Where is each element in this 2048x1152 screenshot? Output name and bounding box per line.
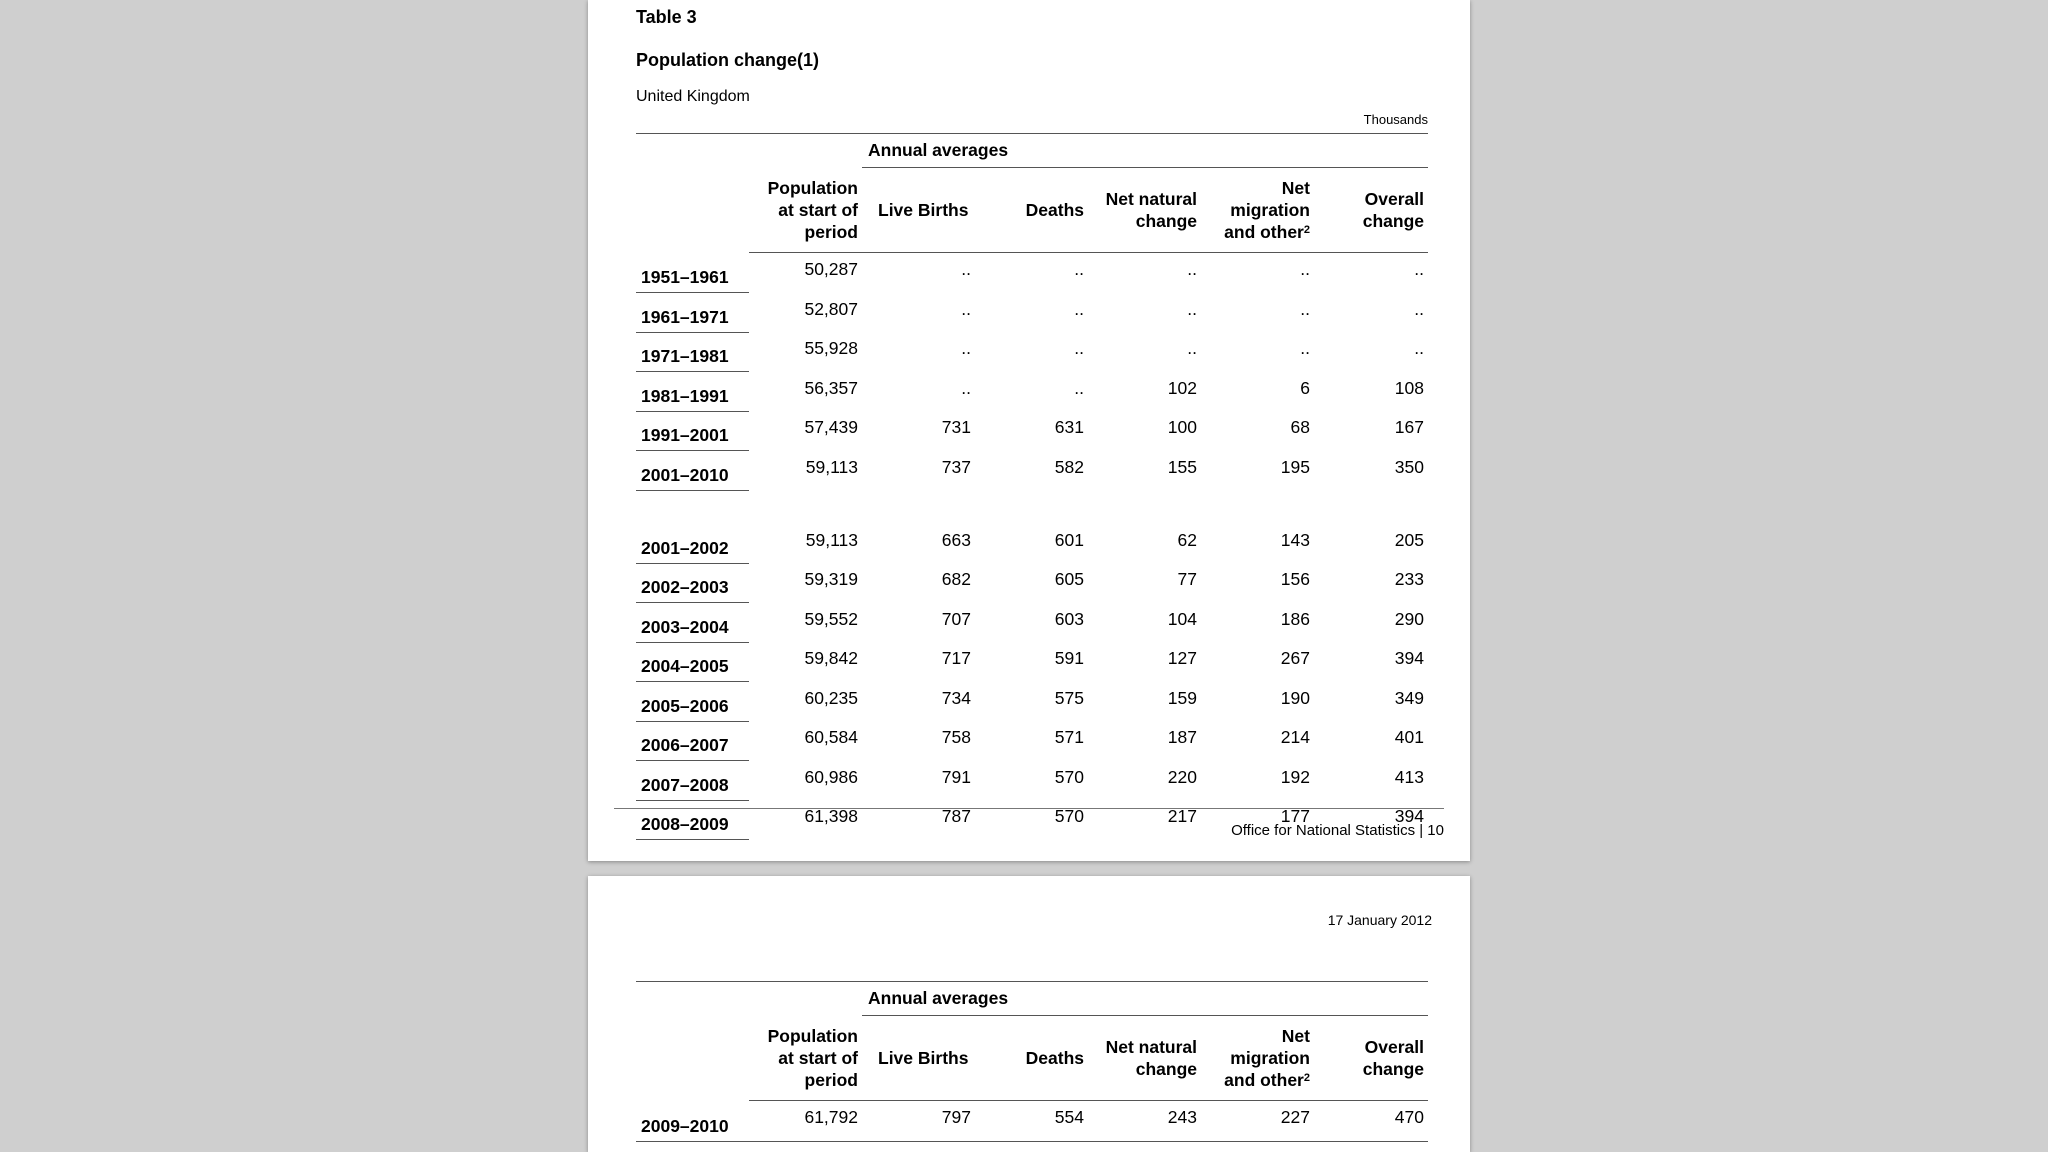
cell-deaths: 570 [1054,806,1084,826]
cell-net-natural: 187 [1167,727,1197,747]
table-row [636,642,1428,682]
cell-population: 55,928 [804,338,858,358]
table-body-decades [636,253,1428,491]
col-header-text: Population [767,1025,858,1046]
cell-period: 2006–2007 [636,721,749,761]
cell-deaths: .. [1074,298,1084,319]
table-row [636,293,1428,333]
header-blank-cell [636,134,749,168]
col-header-text: and other [1224,1070,1304,1090]
col-header-live-births: Live Births [862,168,975,253]
cell-deaths: 605 [1054,569,1084,589]
cell-overall: 290 [1394,608,1424,629]
col-header-text: migration [1230,200,1310,220]
col-header-deaths: Deaths [975,1016,1088,1101]
cell-net-natural: .. [1187,259,1197,279]
cell-live-births: 717 [941,648,971,668]
cell-population: 60,235 [804,687,858,708]
cell-live-births: 682 [941,569,971,589]
col-header-text: change [1135,1059,1197,1079]
col-header-population [749,1016,862,1101]
table-body-years [636,524,1428,840]
cell-population: 59,842 [804,648,858,668]
col-header-live-births: Live Births [862,1016,975,1101]
cell-net-migration: 190 [1280,687,1310,708]
cell-net-migration: 6 [1300,377,1310,398]
col-header-text: change [1135,211,1197,231]
header-row-columns [636,1016,1428,1101]
cell-net-natural: 100 [1167,417,1197,437]
cell-period: 2002–2003 [636,563,749,603]
cell-live-births: 797 [862,1101,975,1142]
cell-overall: 349 [1394,687,1424,708]
cell-net-migration: .. [1300,259,1310,279]
col-header-text: period [804,1069,858,1090]
cell-deaths: .. [1074,259,1084,279]
cell-population: 61,398 [804,806,858,826]
table-row [636,524,1428,564]
cell-period: 1981–1991 [636,372,749,412]
cell-overall: 108 [1394,377,1424,398]
cell-period: 1991–2001 [636,411,749,451]
cell-live-births: 758 [941,727,971,747]
cell-net-migration: .. [1300,298,1310,319]
cell-period: 1951–1961 [636,253,749,293]
cell-net-migration: 68 [1290,417,1310,437]
cell-net-natural: 77 [1177,569,1197,589]
cell-net-natural: 217 [1167,806,1197,826]
header-blank-cell [749,134,862,168]
cell-net-natural: 62 [1177,529,1197,550]
cell-net-migration: 143 [1280,529,1310,550]
cell-live-births: .. [961,259,971,279]
cell-net-migration: 156 [1280,569,1310,589]
header-blank-cell [749,982,862,1016]
table-row [636,761,1428,801]
col-header-text: at start of [778,199,858,220]
cell-live-births: 731 [941,417,971,437]
cell-net-natural: 155 [1167,456,1197,477]
table-title: Table 3 [636,7,697,27]
table-row [636,411,1428,451]
page-date: 17 January 2012 [1327,912,1432,928]
cell-live-births: .. [961,298,971,319]
col-header-text: change [1362,1059,1424,1079]
col-header-net-natural [1088,168,1201,253]
table-row [636,253,1428,293]
cell-net-natural: .. [1187,298,1197,319]
cell-live-births: .. [961,377,971,398]
cell-population: 59,319 [804,569,858,589]
cell-overall: 394 [1394,648,1424,668]
cell-population: 61,792 [749,1101,862,1142]
cell-net-migration: 195 [1280,456,1310,477]
annual-averages-header: Annual averages [862,982,1428,1016]
col-header-text: period [804,221,858,242]
cell-live-births: 787 [941,806,971,826]
cell-overall: 233 [1394,569,1424,589]
cell-net-natural: 127 [1167,648,1197,668]
header-row-annual [636,134,1428,168]
cell-live-births: 663 [941,529,971,550]
header-blank-cell [636,982,749,1016]
cell-deaths: 570 [1054,766,1084,787]
col-header-text: and other [1224,222,1304,242]
cell-deaths: 571 [1054,727,1084,747]
cell-period: 1971–1981 [636,332,749,372]
population-change-table-continued [636,981,1428,1142]
cell-period: 2007–2008 [636,761,749,801]
table-row [636,721,1428,761]
cell-population: 60,986 [804,766,858,787]
annual-averages-header: Annual averages [862,134,1428,168]
cell-net-migration: 186 [1280,608,1310,629]
document-page-11 [588,876,1470,1152]
cell-deaths: 575 [1054,687,1084,708]
footnote-marker: 2 [1303,1072,1310,1084]
cell-overall: 167 [1394,417,1424,437]
population-change-table [636,133,1428,840]
col-header-population [749,168,862,253]
table-body-continued [636,1101,1428,1142]
col-header-text: Net [1281,1026,1310,1046]
col-header-overall [1314,168,1428,253]
cell-overall: 401 [1394,727,1424,747]
cell-period: 1961–1971 [636,293,749,333]
col-header-net-migration [1201,168,1314,253]
cell-period: 2008–2009 [636,800,749,840]
cell-net-migration: 192 [1280,766,1310,787]
document-page-10 [588,0,1470,861]
col-header-text: Overall [1364,1037,1424,1057]
table-region: United Kingdom [636,88,750,105]
cell-population: 57,439 [804,417,858,437]
cell-net-migration: 227 [1201,1101,1314,1142]
col-header-text: Overall [1364,189,1424,209]
col-header-net-natural [1088,1016,1201,1101]
cell-period: 2001–2010 [636,451,749,491]
col-header-overall [1314,1016,1428,1101]
table-spacer-row [636,490,1428,524]
cell-live-births: 791 [941,766,971,787]
cell-overall: 350 [1394,456,1424,477]
col-header-net-migration [1201,1016,1314,1101]
cell-net-natural: 243 [1088,1101,1201,1142]
col-header-text: Net natural [1105,1037,1197,1057]
footer-divider [614,808,1444,809]
cell-deaths: 591 [1054,648,1084,668]
cell-net-migration: 267 [1280,648,1310,668]
cell-overall: 205 [1394,529,1424,550]
cell-live-births: 737 [941,456,971,477]
cell-live-births: .. [961,338,971,358]
col-header-text: Net natural [1105,189,1197,209]
cell-period: 2009–2010 [636,1101,749,1142]
table-row [636,1101,1428,1142]
cell-live-births: 734 [941,687,971,708]
table-row [636,372,1428,412]
header-blank-cell [636,168,749,253]
table-subtitle: Population change(1) [636,50,820,70]
col-header-text: Net [1281,178,1310,198]
table-units: Thousands [1363,112,1428,127]
cell-period: 2005–2006 [636,682,749,722]
cell-net-migration: 177 [1280,806,1310,826]
cell-population: 59,552 [804,608,858,629]
cell-deaths: 582 [1054,456,1084,477]
cell-population: 60,584 [804,727,858,747]
cell-deaths: .. [1074,338,1084,358]
spacer-cell [636,490,1428,524]
table-row [636,332,1428,372]
cell-population: 56,357 [804,377,858,398]
table-row [636,603,1428,643]
cell-net-natural: .. [1187,338,1197,358]
cell-population: 52,807 [804,298,858,319]
header-row-annual [636,982,1428,1016]
cell-overall: .. [1414,338,1424,358]
cell-net-natural: 102 [1167,377,1197,398]
table-row [636,451,1428,491]
cell-overall: .. [1414,298,1424,319]
cell-overall: 413 [1394,766,1424,787]
col-header-text: change [1362,211,1424,231]
cell-population: 50,287 [804,259,858,279]
cell-period: 2003–2004 [636,603,749,643]
cell-net-natural: 220 [1167,766,1197,787]
page-footer: Office for National Statistics | 10 [1231,822,1444,839]
header-row-columns [636,168,1428,253]
col-header-text: migration [1230,1048,1310,1068]
cell-overall: .. [1414,259,1424,279]
footnote-marker: 2 [1303,224,1310,236]
col-header-text: at start of [778,1047,858,1068]
header-blank-cell [636,1016,749,1101]
cell-deaths: 603 [1054,608,1084,629]
cell-net-natural: 159 [1167,687,1197,708]
cell-overall: 394 [1394,806,1424,826]
cell-deaths: .. [1074,377,1084,398]
cell-net-natural: 104 [1167,608,1197,629]
cell-overall: 470 [1314,1101,1428,1142]
cell-net-migration: 214 [1280,727,1310,747]
cell-period: 2001–2002 [636,524,749,564]
cell-period: 2004–2005 [636,642,749,682]
cell-population: 59,113 [805,456,858,477]
cell-net-migration: .. [1300,338,1310,358]
cell-deaths: 601 [1054,529,1084,550]
col-header-deaths: Deaths [975,168,1088,253]
table-row [636,563,1428,603]
table-row [636,682,1428,722]
cell-deaths: 631 [1054,417,1084,437]
cell-live-births: 707 [941,608,971,629]
cell-population: 59,113 [805,529,858,550]
cell-deaths: 554 [975,1101,1088,1142]
col-header-text: Population [767,177,858,198]
